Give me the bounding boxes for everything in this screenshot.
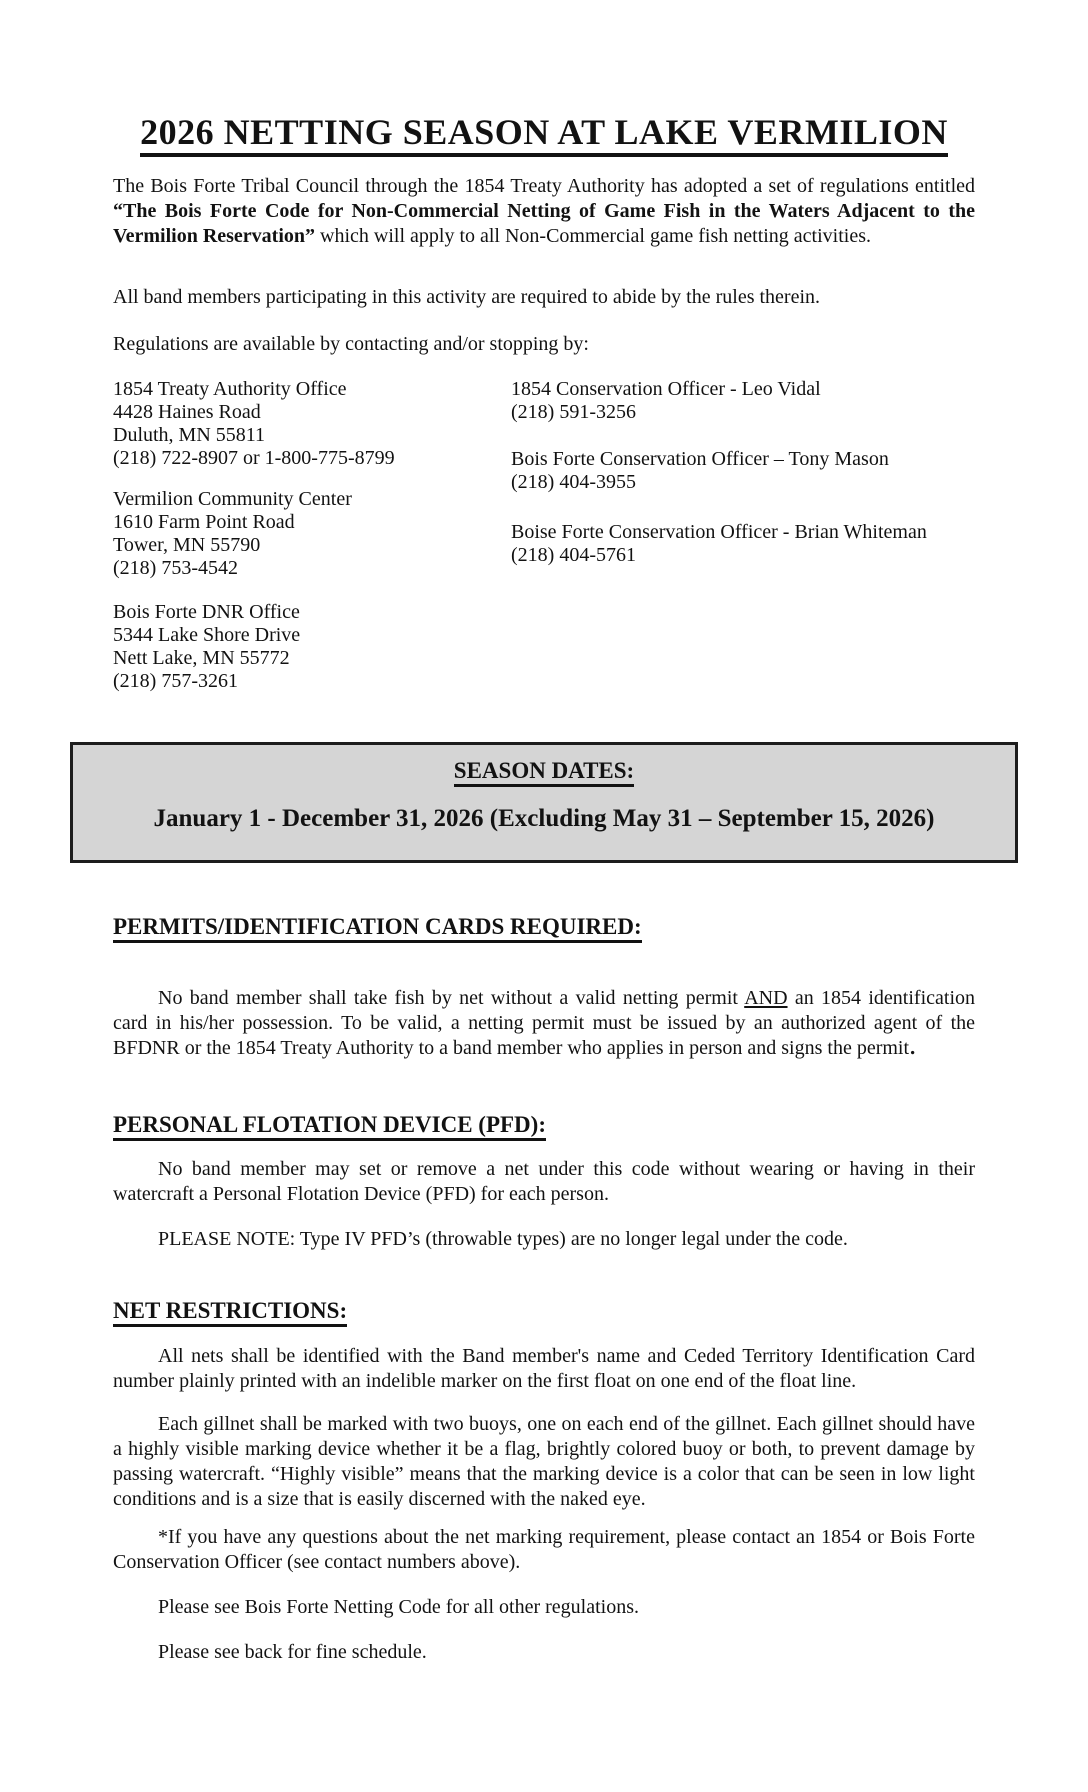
- contact-column-right: [511, 378, 975, 693]
- page-title-text: 2026 NETTING SEASON AT LAKE VERMILION: [140, 112, 948, 157]
- contact-vermilion-community-center: [113, 488, 511, 580]
- contact-line: (218) 404-5761: [511, 544, 636, 566]
- intro-text-pre: The Bois Forte Tribal Council through the 1854 Treaty Authority has adopted a set of regulations entitled: [113, 175, 975, 197]
- pfd-section-heading: [113, 1111, 975, 1139]
- contact-line: Duluth, MN 55811: [113, 424, 266, 446]
- net-restrictions-heading-text: NET RESTRICTIONS:: [113, 1298, 347, 1327]
- fine-schedule-reference-paragraph: Please see back for fine schedule.: [158, 1641, 427, 1663]
- contact-line: 4428 Haines Road: [113, 401, 261, 423]
- contact-line: Nett Lake, MN 55772: [113, 647, 290, 669]
- contact-line: (218) 404-3955: [511, 471, 636, 493]
- page-title: [113, 110, 975, 154]
- contact-line: 1854 Conservation Officer - Leo Vidal: [511, 378, 821, 400]
- contact-officer-brian-whiteman: [511, 521, 975, 567]
- pfd-section-heading-text: PERSONAL FLOTATION DEVICE (PFD):: [113, 1112, 546, 1141]
- intro-paragraph: [113, 174, 975, 249]
- contact-list: [113, 378, 975, 693]
- regulations-availability-paragraph: Regulations are available by contacting and/or stopping by:: [113, 333, 589, 355]
- pfd-note-paragraph: PLEASE NOTE: Type IV PFD’s (throwable types) are no longer legal under the code.: [158, 1228, 848, 1250]
- contact-line: Boise Forte Conservation Officer - Brian Whiteman: [511, 521, 927, 543]
- net-restrictions-section-heading: [113, 1297, 975, 1325]
- contact-column-left: [113, 378, 511, 693]
- contact-line: (218) 757-3261: [113, 670, 238, 692]
- contact-line: 1610 Farm Point Road: [113, 511, 295, 533]
- contact-officer-tony-mason: [511, 448, 975, 494]
- intro-text-post: which will apply to all Non-Commercial game fish netting activities.: [315, 225, 872, 247]
- code-title-bold: “The Bois Forte Code for Non-Commercial Netting of Game Fish in the Waters Adjacent to the Vermilion Reservation”: [113, 200, 975, 247]
- and-underlined: AND: [744, 987, 788, 1009]
- contact-line: (218) 753-4542: [113, 557, 238, 579]
- contact-line: Vermilion Community Center: [113, 488, 352, 510]
- net-marking-paragraph: Each gillnet shall be marked with two buoys, one on each end of the gillnet. Each gillnet should have a highly visible marking device whether it be a flag, brightly colored buoy or both, to prevent damage by passing watercraft. “Highly visible” means that the marking device is a color that can be seen in low light conditions and is a size that is easily discerned with the naked eye.: [113, 1413, 975, 1510]
- permits-end-period: .: [909, 1029, 917, 1061]
- contact-line: (218) 591-3256: [511, 401, 636, 423]
- permits-section-heading-text: PERMITS/IDENTIFICATION CARDS REQUIRED:: [113, 914, 642, 943]
- abide-paragraph: All band members participating in this activity are required to abide by the rules therein.: [113, 286, 821, 308]
- pfd-paragraph: No band member may set or remove a net under this code without wearing or having in their watercraft a Personal Flotation Device (PFD) for each person.: [113, 1158, 975, 1205]
- contact-line: Tower, MN 55790: [113, 534, 261, 556]
- permits-text-post: an 1854 identification card in his/her possession. To be valid, a netting permit must be issued by an authorized agent of the BFDNR or the 1854 Treaty Authority to a band member who applies in person and signs the permit: [113, 987, 976, 1059]
- contact-line: 5344 Lake Shore Drive: [113, 624, 301, 646]
- permits-text-pre: No band member shall take fish by net without a valid netting permit: [158, 987, 745, 1009]
- season-dates-heading-text: SEASON DATES:: [454, 758, 634, 787]
- net-questions-paragraph: *If you have any questions about the net marking requirement, please contact an 1854 or Bois Forte Conservation Officer (see contact numbers above).: [113, 1526, 975, 1573]
- season-dates-box: [70, 742, 1018, 863]
- contact-line: Bois Forte Conservation Officer – Tony Mason: [511, 448, 889, 470]
- contact-line: (218) 722-8907 or 1-800-775-8799: [113, 447, 395, 469]
- contact-officer-leo-vidal: [511, 378, 975, 424]
- netting-code-reference-paragraph: Please see Bois Forte Netting Code for all other regulations.: [158, 1596, 640, 1618]
- season-dates-heading: [83, 757, 1005, 785]
- permits-section-heading: [113, 913, 975, 941]
- contact-treaty-authority-office: [113, 378, 511, 470]
- contact-line: Bois Forte DNR Office: [113, 601, 300, 623]
- permits-paragraph: [113, 986, 975, 1061]
- season-dates-value: January 1 - December 31, 2026 (Excluding May 31 – September 15, 2026): [153, 805, 935, 832]
- contact-bois-forte-dnr-office: [113, 601, 511, 693]
- contact-line: 1854 Treaty Authority Office: [113, 378, 347, 400]
- net-identification-paragraph: All nets shall be identified with the Band member's name and Ceded Territory Identification Card number plainly printed with an indelible marker on the first float on one end of the float line.: [113, 1345, 975, 1392]
